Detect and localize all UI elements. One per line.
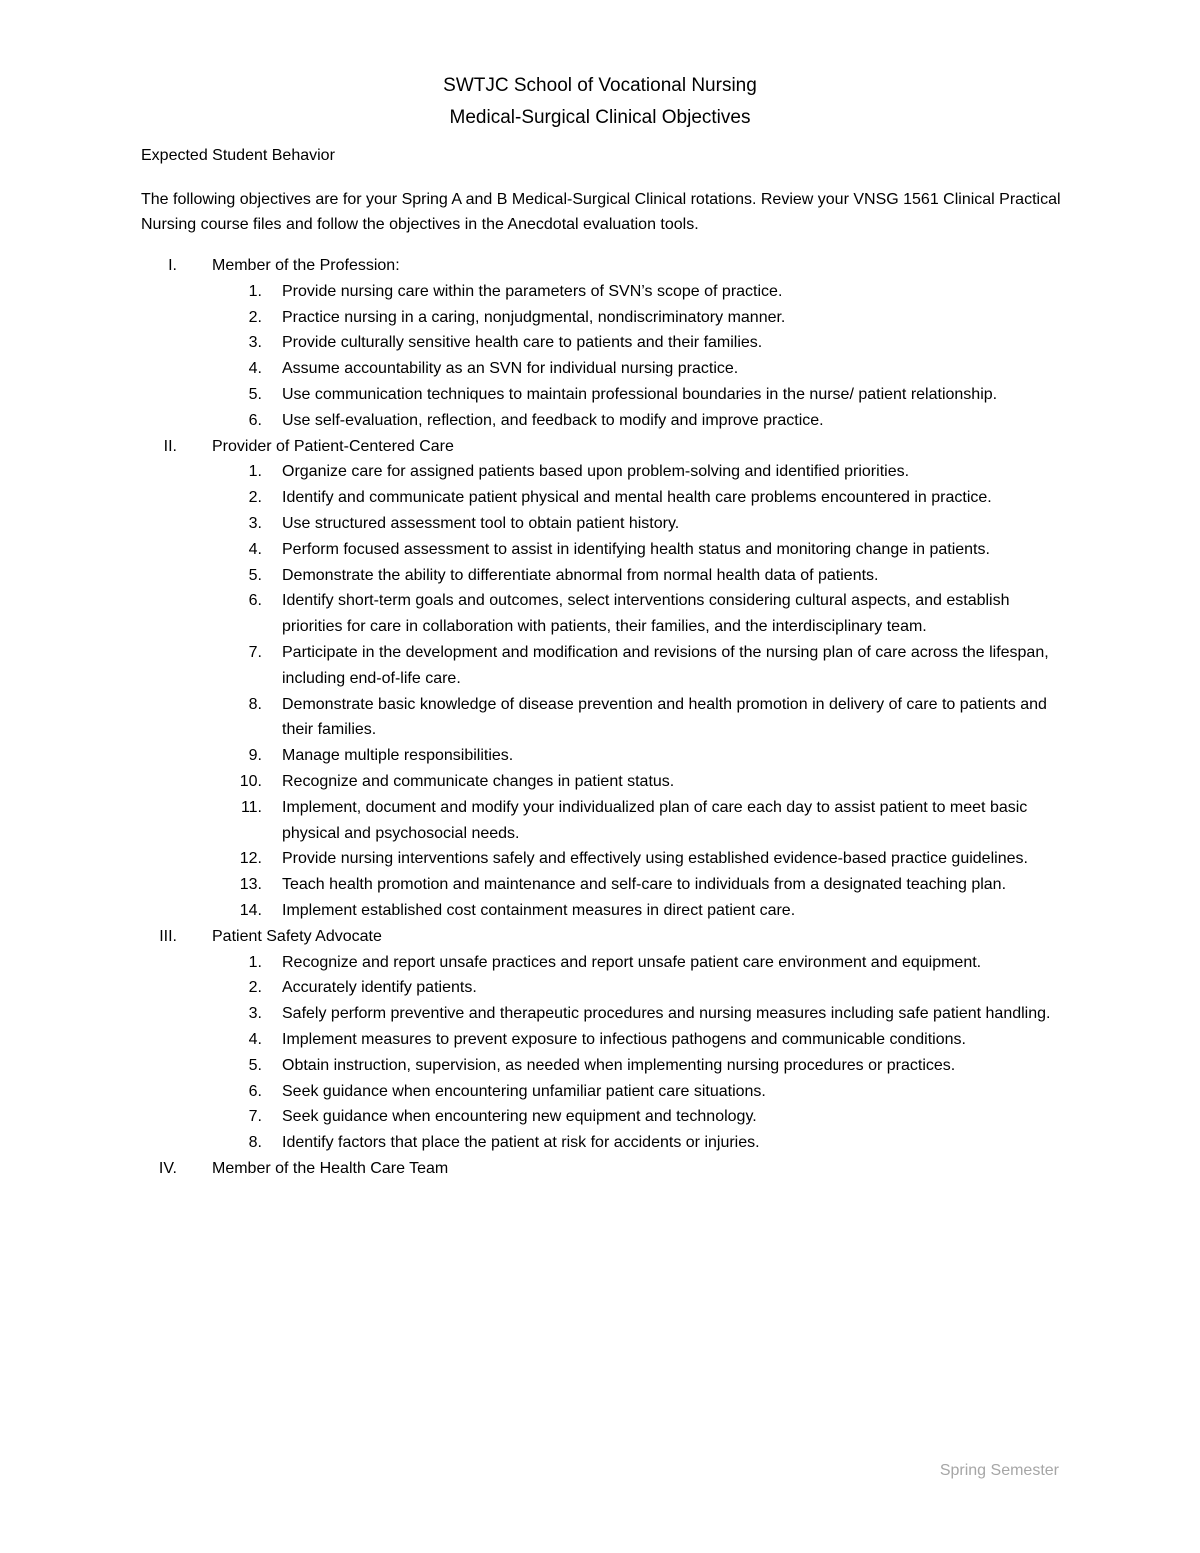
section-heading	[141, 1156, 1071, 1182]
objective-number: 5.	[248, 385, 262, 403]
section-heading	[141, 253, 1071, 279]
objective-item	[141, 588, 1071, 640]
section-numeral: III.	[159, 927, 177, 945]
objective-item	[141, 743, 1071, 769]
objective-text: Implement established cost containment measures in direct patient care.	[282, 901, 796, 919]
objective-text: Provide culturally sensitive health care to patients and their families.	[282, 334, 763, 352]
objective-item	[141, 769, 1071, 795]
objective-number: 1.	[248, 282, 262, 300]
objective-text: Accurately identify patients.	[282, 979, 477, 997]
objective-item	[141, 537, 1071, 563]
section-numeral: IV.	[158, 1159, 177, 1177]
document-subtitle: Medical-Surgical Clinical Objectives	[449, 107, 751, 128]
objective-text: Provide nursing care within the parameters of SVN’s scope of practice.	[282, 282, 783, 300]
objective-item	[141, 692, 1071, 744]
document-title: SWTJC School of Vocational Nursing	[443, 75, 757, 96]
objective-number: 14.	[239, 901, 262, 919]
objective-number: 7.	[248, 643, 262, 661]
objective-text: Demonstrate basic knowledge of disease prevention and health promotion in delivery of care to patients and their families.	[282, 695, 1047, 739]
section-heading	[141, 434, 1071, 460]
objective-text: Recognize and communicate changes in patient status.	[282, 772, 675, 790]
intro-paragraph: The following objectives are for your Spring A and B Medical-Surgical Clinical rotations. Review your VNSG 1561 Clinical Practical Nursing course files and follow the objectives in the Anecdotal evaluation tools.	[141, 191, 1061, 233]
section-subheading: Expected Student Behavior	[141, 147, 335, 164]
objective-item	[141, 382, 1071, 408]
objective-item	[141, 511, 1071, 537]
objective-number: 3.	[248, 1005, 262, 1023]
objective-number: 4.	[248, 360, 262, 378]
objective-number: 13.	[239, 876, 262, 894]
objective-text: Manage multiple responsibilities.	[282, 747, 514, 765]
objective-number: 2.	[248, 308, 262, 326]
objective-text: Seek guidance when encountering unfamiliar patient care situations.	[282, 1082, 766, 1100]
objective-number: 1.	[248, 953, 262, 971]
objective-number: 10.	[239, 772, 262, 790]
objective-text: Demonstrate the ability to differentiate abnormal from normal health data of patients.	[282, 566, 879, 584]
objective-number: 6.	[248, 1082, 262, 1100]
section-numeral: I.	[168, 257, 177, 274]
objective-text: Perform focused assessment to assist in identifying health status and monitoring change in patients.	[282, 540, 990, 558]
objective-text: Use self-evaluation, reflection, and feedback to modify and improve practice.	[282, 411, 824, 429]
objective-text: Teach health promotion and maintenance and self-care to individuals from a designated teaching plan.	[282, 876, 1007, 894]
objective-item	[141, 898, 1071, 924]
objective-number: 2.	[248, 979, 262, 997]
objective-number: 11.	[240, 798, 262, 816]
objective-number: 8.	[248, 1134, 262, 1152]
objective-text: Safely perform preventive and therapeutic procedures and nursing measures including safe patient handling.	[282, 1005, 1051, 1023]
objective-number: 4.	[248, 540, 262, 558]
objective-text: Provide nursing interventions safely and effectively using established evidence-based practice guidelines.	[282, 850, 1028, 868]
section-title: Member of the Health Care Team	[212, 1159, 449, 1177]
objective-text: Implement, document and modify your individualized plan of care each day to assist patient to meet basic physical and psychosocial needs.	[282, 798, 1028, 842]
objective-number: 7.	[248, 1108, 262, 1126]
objective-item	[141, 975, 1071, 1001]
section-title: Member of the Profession:	[212, 257, 400, 274]
objective-item	[141, 1001, 1071, 1027]
objective-number: 5.	[248, 566, 262, 584]
objective-item	[141, 846, 1071, 872]
objective-text: Use communication techniques to maintain professional boundaries in the nurse/ patient relationship.	[282, 385, 998, 403]
objective-text: Identify and communicate patient physical and mental health care problems encountered in practice.	[282, 489, 992, 507]
objective-number: 6.	[248, 411, 262, 429]
section-heading	[141, 924, 1071, 950]
objective-item	[141, 1079, 1071, 1105]
objective-number: 3.	[248, 334, 262, 352]
objective-item	[141, 279, 1071, 305]
objective-item	[141, 1027, 1071, 1053]
objective-item	[141, 795, 1071, 847]
objective-item	[141, 305, 1071, 331]
objective-number: 8.	[248, 695, 262, 713]
objective-item	[141, 640, 1071, 692]
objective-number: 1.	[248, 463, 262, 481]
objective-number: 9.	[248, 747, 262, 765]
objective-item	[141, 563, 1071, 589]
objective-text: Implement measures to prevent exposure to infectious pathogens and communicable conditions.	[282, 1030, 966, 1048]
objective-text: Use structured assessment tool to obtain patient history.	[282, 514, 680, 532]
objective-text: Practice nursing in a caring, nonjudgmental, nondiscriminatory manner.	[282, 308, 786, 326]
objective-list	[141, 950, 1071, 1156]
objective-number: 12.	[239, 850, 262, 868]
objective-text: Obtain instruction, supervision, as needed when implementing nursing procedures or practices.	[282, 1056, 956, 1074]
section-title: Patient Safety Advocate	[212, 927, 382, 945]
objective-item	[141, 459, 1071, 485]
objective-text: Seek guidance when encountering new equipment and technology.	[282, 1108, 757, 1126]
objective-item	[141, 408, 1071, 434]
objective-item	[141, 1104, 1071, 1130]
objective-number: 5.	[248, 1056, 262, 1074]
objective-text: Participate in the development and modification and revisions of the nursing plan of care across the lifespan, including end-of-life care.	[282, 643, 1049, 687]
objective-number: 6.	[248, 592, 262, 610]
objective-text: Organize care for assigned patients based upon problem-solving and identified priorities.	[282, 463, 910, 481]
objective-text: Identify short-term goals and outcomes, select interventions considering cultural aspects, and establish priorities for care in collaboration with patients, their families, and the interdisciplinary team.	[282, 592, 1010, 636]
objective-item	[141, 485, 1071, 511]
objective-list	[141, 279, 1071, 434]
objective-text: Recognize and report unsafe practices and report unsafe patient care environment and equipment.	[282, 953, 982, 971]
objective-list	[141, 459, 1071, 923]
objective-item	[141, 330, 1071, 356]
objectives-outline	[141, 253, 1071, 1182]
objective-item	[141, 872, 1071, 898]
objective-number: 4.	[248, 1030, 262, 1048]
objective-item	[141, 1130, 1071, 1156]
section-numeral: II.	[163, 437, 177, 455]
section-title: Provider of Patient-Centered Care	[212, 437, 454, 455]
objective-text: Assume accountability as an SVN for individual nursing practice.	[282, 360, 739, 378]
objective-number: 2.	[248, 489, 262, 507]
objective-text: Identify factors that place the patient at risk for accidents or injuries.	[282, 1134, 760, 1152]
page-footer: Spring Semester	[939, 1462, 1059, 1479]
objective-number: 3.	[248, 514, 262, 532]
objective-item	[141, 356, 1071, 382]
objective-item	[141, 950, 1071, 976]
objective-item	[141, 1053, 1071, 1079]
